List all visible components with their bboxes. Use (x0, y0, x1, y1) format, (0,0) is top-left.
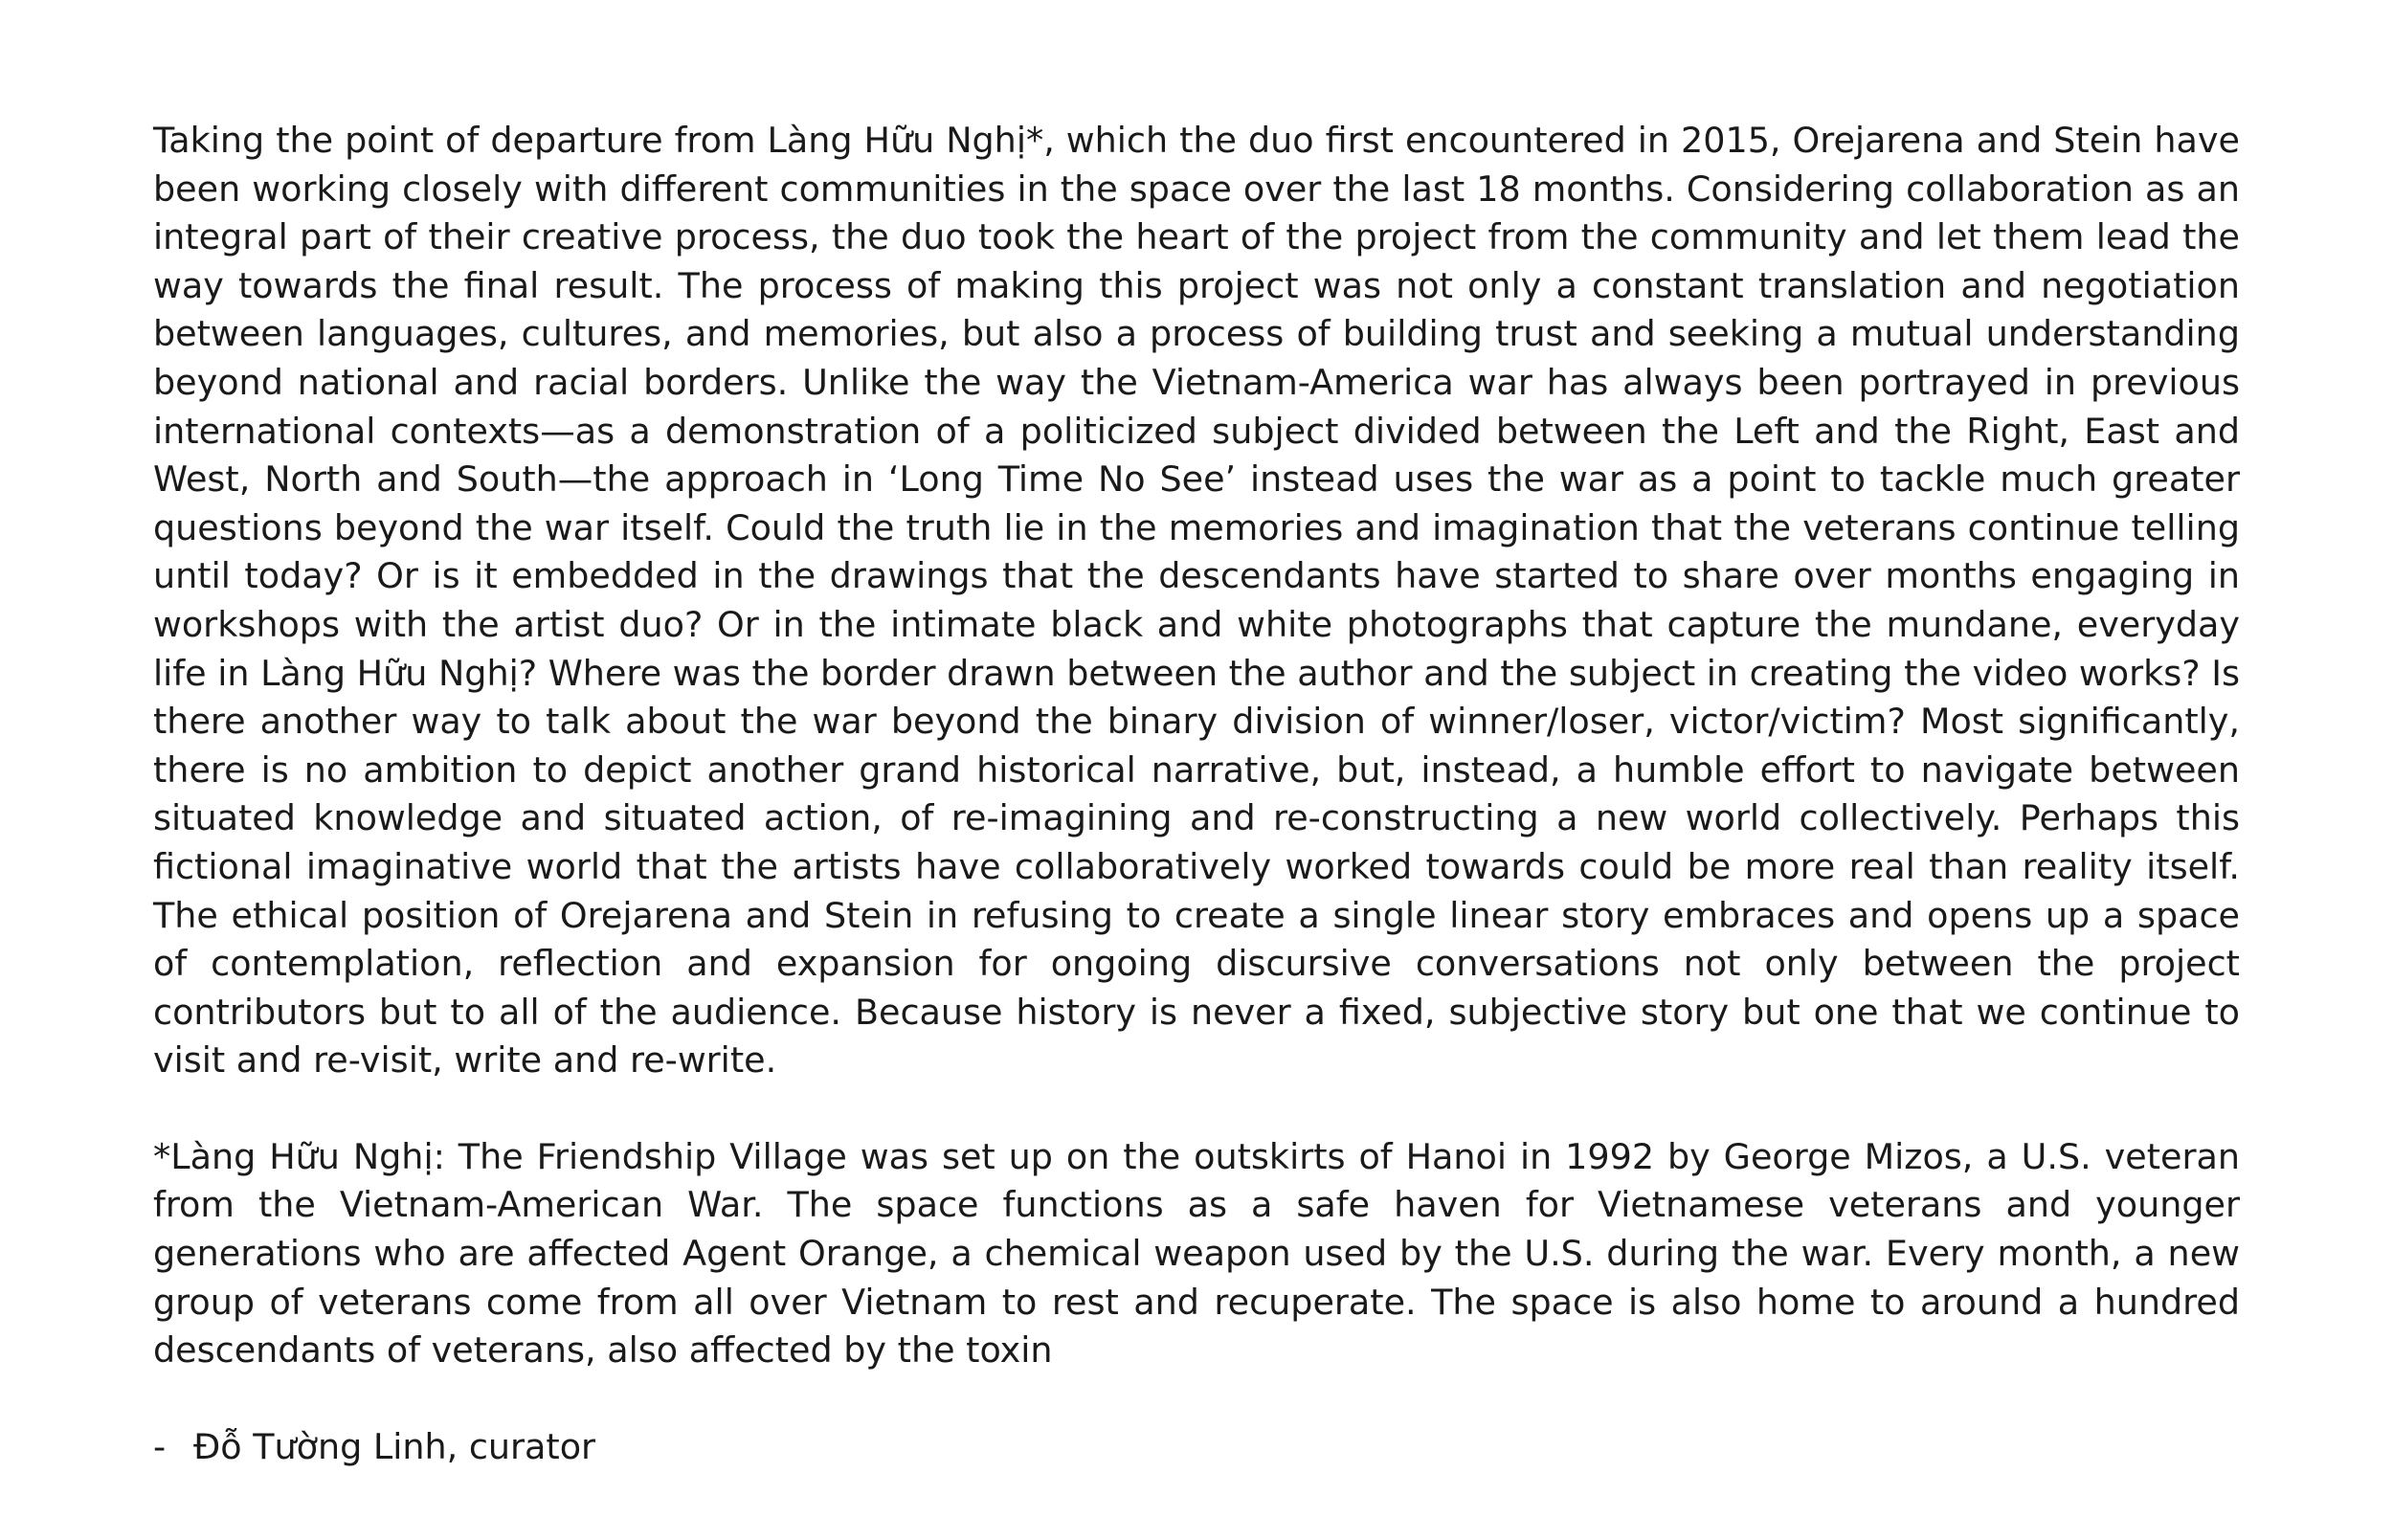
main-paragraph: Taking the point of departure from Làng Hữu Nghị*, which the duo first encountered in 2015, Orejarena and Stein have been working closely with different communities in the space over the last 18 months. Considering collaboration as an integral part of their creative process, the duo took the heart of the project from the community and let them lead the way towards the final result. The process of making this project was not only a constant translation and negotiation between languages, cultures, and memories, but also a process of building trust and seeking a mutual understanding beyond national and racial borders. Unlike the way the Vietnam-America war has always been portrayed in previous international contexts—as a demonstration of a politicized subject divided between the Left and the Right, East and West, North and South—the approach in ‘Long Time No See’ instead uses the war as a point to tackle much greater questions beyond the war itself. Could the truth lie in the memories and imagination that the veterans continue telling until today? Or is it embedded in the drawings that the descendants have started to share over months engaging in workshops with the artist duo? Or in the intimate black and white photographs that capture the mundane, everyday life in Làng Hữu Nghị? Where was the border drawn between the author and the subject in creating the video works? Is there another way to talk about the war beyond the binary division of winner/loser, victor/victim? Most significantly, there is no ambition to depict another grand historical narrative, but, instead, a humble effort to navigate between situated knowledge and situated action, of re-imagining and re-constructing a new world collectively. Perhaps this fictional imaginative world that the artists have collaboratively worked towards could be more real than reality itself. The ethical position of Orejarena and Stein in refusing to create a single linear story embraces and opens up a space of contemplation, reflection and expansion for ongoing discursive conversations not only between the project contributors but to all of the audience. Because history is never a fixed, subjective story but one that we continue to visit and re-visit, write and re-write. (153, 120, 2240, 1082)
document-page (153, 117, 2240, 1471)
footnote-paragraph: *Làng Hữu Nghị: The Friendship Village was set up on the outskirts of Hanoi in 1992 by George Mizos, a U.S. veteran from the Vietnam-American War. The space functions as a safe haven for Vietnamese veterans and younger generations who are affected Agent Orange, a chemical weapon used by the U.S. during the war. Every month, a new group of veterans come from all over Vietnam to rest and recuperate. The space is also home to around a hundred descendants of veterans, also affected by the toxin (153, 1135, 2240, 1372)
attribution-author: Đỗ Tường Linh, curator (193, 1425, 596, 1467)
attribution-dash: - (153, 1425, 167, 1467)
attribution-line (153, 1423, 2240, 1472)
